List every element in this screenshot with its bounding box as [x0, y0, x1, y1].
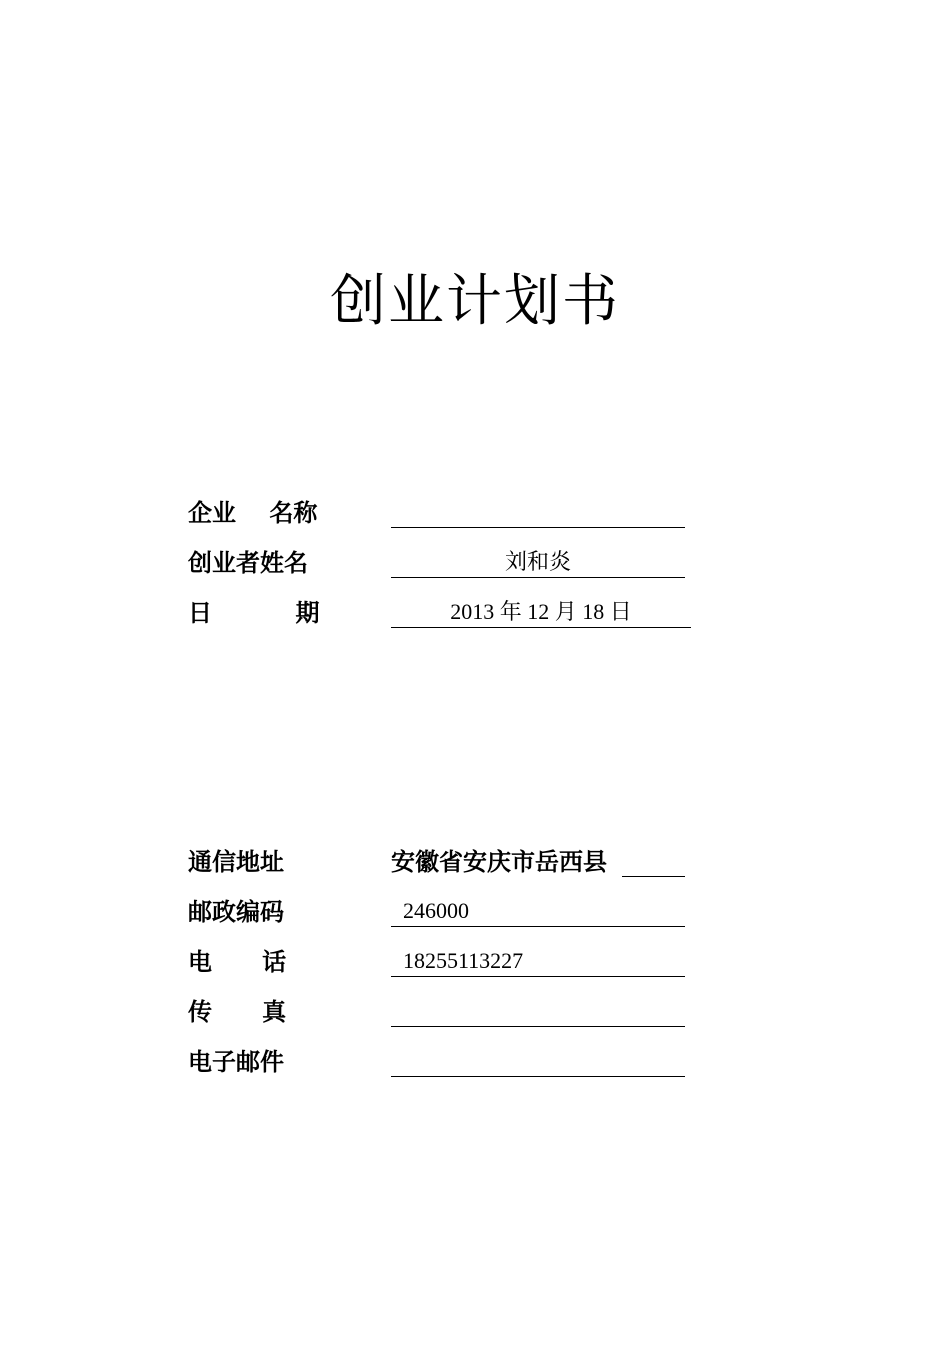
date-label: 日 期	[188, 599, 320, 627]
fax-row	[188, 994, 708, 1030]
date-row	[188, 595, 708, 631]
phone-field[interactable]	[391, 944, 685, 977]
company-name-row	[188, 495, 708, 531]
address-label: 通信地址	[188, 848, 284, 876]
address-field-underline[interactable]	[622, 844, 685, 877]
date-value: 2013 年 12 月 18 日	[450, 599, 632, 624]
phone-label: 电 话	[188, 948, 287, 976]
founder-name-value: 刘和炎	[504, 549, 571, 574]
date-field[interactable]	[391, 595, 691, 628]
company-name-field[interactable]	[391, 495, 685, 528]
company-name-label: 企业 名称	[188, 499, 318, 527]
postal-code-row	[188, 894, 708, 930]
fax-label: 传 真	[188, 998, 287, 1026]
phone-row	[188, 944, 708, 980]
document-title: 创业计划书	[330, 269, 620, 334]
phone-value: 18255113227	[403, 948, 524, 973]
email-row	[188, 1044, 708, 1080]
postal-code-value: 246000	[403, 898, 469, 923]
email-field[interactable]	[391, 1044, 685, 1077]
address-value: 安徽省安庆市岳西县	[391, 848, 607, 876]
postal-code-label: 邮政编码	[188, 898, 284, 926]
email-label: 电子邮件	[188, 1048, 284, 1076]
postal-code-field[interactable]	[391, 894, 685, 927]
founder-name-label: 创业者姓名	[188, 549, 308, 577]
founder-name-field[interactable]	[391, 545, 685, 578]
founder-name-row	[188, 545, 708, 581]
address-row	[188, 844, 708, 880]
fax-field[interactable]	[391, 994, 685, 1027]
